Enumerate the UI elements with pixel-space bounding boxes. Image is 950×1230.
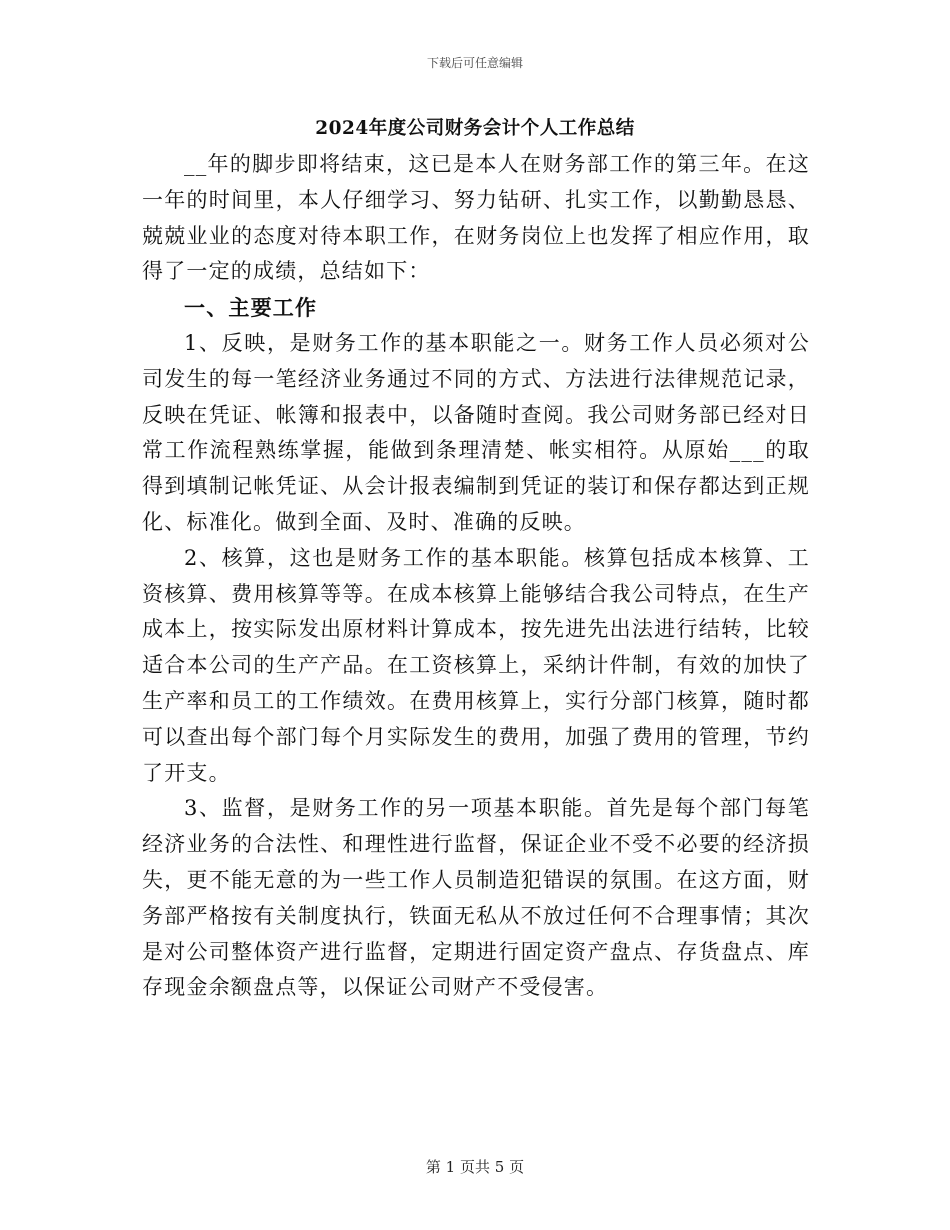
document-body (142, 147, 810, 1006)
paragraph-item-1: 1、反映，是财务工作的基本职能之一。财务工作人员必须对公司发生的每一笔经济业务通过不同的方式、方法进行法律规范记录，反映在凭证、帐簿和报表中，以备随时查阅。我公司财务部已经对日常工作流程熟练掌握，能做到条理清楚、帐实相符。从原始___的取得到填制记帐凭证、从会计报表编制到凭证的装订和保存都达到正规化、标准化。做到全面、及时、准确的反映。 (142, 330, 810, 534)
paragraph-item-3: 3、监督，是财务工作的另一项基本职能。首先是每个部门每笔经济业务的合法性、和理性进行监督，保证企业不受不必要的经济损失，更不能无意的为一些工作人员制造犯错误的氛围。在这方面，财务部严格按有关制度执行，铁面无私从不放过任何不合理事情；其次是对公司整体资产进行监督，定期进行固定资产盘点、存货盘点、库存现金余额盘点等，以保证公司财产不受侵害。 (142, 796, 810, 1000)
header-note: 下载后可任意编辑 (426, 56, 523, 70)
document-title: 2024年度公司财务会计个人工作总结 (315, 118, 635, 139)
paragraph-intro: __年的脚步即将结束，这已是本人在财务部工作的第三年。在这一年的时间里，本人仔细学习、努力钻研、扎实工作，以勤勤恳恳、兢兢业业的态度对待本职工作，在财务岗位上也发挥了相应作用，取得了一定的成绩，总结如下： (142, 152, 810, 284)
paragraph-item-2: 2、核算，这也是财务工作的基本职能。核算包括成本核算、工资核算、费用核算等等。在成本核算上能够结合我公司特点，在生产成本上，按实际发出原材料计算成本，按先进先出法进行结转，比较适合本公司的生产产品。在工资核算上，采纳计件制，有效的加快了生产率和员工的工作绩效。在费用核算上，实行分部门核算，随时都可以查出每个部门每个月实际发生的费用，加强了费用的管理，节约了开支。 (142, 545, 810, 785)
page-number-footer: 第 1 页共 5 页 (425, 1158, 525, 1176)
section-heading-main-work: 一、主要工作 (184, 295, 318, 321)
